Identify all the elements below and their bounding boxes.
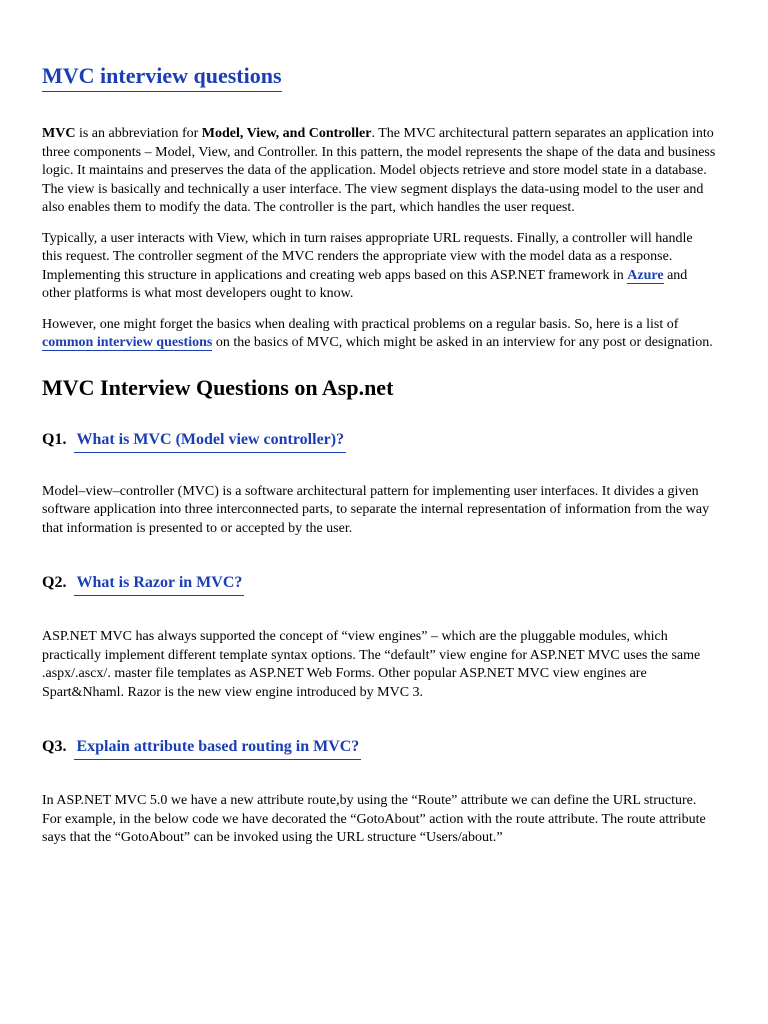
common-interview-questions-link[interactable]: common interview questions	[42, 335, 213, 350]
intro-paragraph-1	[42, 125, 716, 218]
question-link-1[interactable]: What is MVC (Model view controller)?	[74, 429, 346, 453]
section-title: MVC Interview Questions on Asp.net	[42, 374, 394, 400]
answer-2: ASP.NET MVC has always supported the concept of “view engines” – which are the pluggable modules, which practically implement different template syntax options. The “default” view engine for ASP.NET MVC uses the same .aspx/.ascx/. master file templates as ASP.NET Web Forms. Other popular ASP.NET MVC view engines are Spart&Nhaml. Razor is the new view engine introduced by MVC 3.	[42, 629, 701, 700]
question-heading-3	[42, 736, 716, 760]
intro-text: . The MVC architectural pattern separates an application into three components – Model, View, and Controller. In this pattern, the model represents the shape of the data and business logic. It maintains and preserves the data of the application. Model objects retrieve and store model state in a database. The view is basically and technically a user interface. The view segment displays the data-using model to the user and also enables them to modify the data. The controller is the part, which handles the user request.	[42, 126, 716, 215]
azure-link[interactable]: Azure	[627, 267, 664, 283]
intro-bold-mvc: MVC	[42, 126, 76, 141]
intro-paragraph-2	[42, 230, 716, 304]
intro-bold-components: Model, View, and Controller	[201, 126, 372, 141]
intro-paragraph-3	[42, 316, 716, 353]
question-heading-2	[42, 572, 716, 596]
page-title-link[interactable]: MVC interview questions	[42, 63, 282, 92]
question-heading-1	[42, 429, 716, 453]
question-link-2[interactable]: What is Razor in MVC?	[74, 572, 244, 596]
question-number: Q2.	[42, 574, 67, 591]
intro-text: and other platforms is what most developers ought to know.	[42, 267, 688, 301]
question-number: Q1.	[42, 430, 67, 448]
intro-text: Typically, a user interacts with View, which in turn raises appropriate URL requests. Finally, a controller will handle this request. The controller segment of the MVC renders the appropriate view with the model data as a response. Implementing this structure in applications and creating web apps based on this ASP.NET framework in	[42, 230, 693, 283]
answer-1: Model–view–controller (MVC) is a software architectural pattern for implementing user interfaces. It divides a given software application into three interconnected parts, to separate the internal representation of information from the way that information is presented to or accepted by the user.	[42, 483, 710, 536]
question-number: Q3.	[42, 738, 67, 755]
intro-text: is an abbreviation for	[75, 126, 202, 141]
answer-3: In ASP.NET MVC 5.0 we have a new attribute route,by using the “Route” attribute we can define the URL structure. For example, in the below code we have decorated the “GotoAbout” action with the route attribute. The route attribute says that the “GotoAbout” can be invoked using the URL structure “Users/about.”	[42, 793, 706, 845]
intro-text: However, one might forget the basics when dealing with practical problems on a regular basis. So, here is a list of	[42, 316, 679, 332]
intro-text: on the basics of MVC, which might be asked in an interview for any post or designation.	[212, 335, 713, 350]
page-title	[42, 0, 716, 92]
question-link-3[interactable]: Explain attribute based routing in MVC?	[74, 736, 361, 760]
